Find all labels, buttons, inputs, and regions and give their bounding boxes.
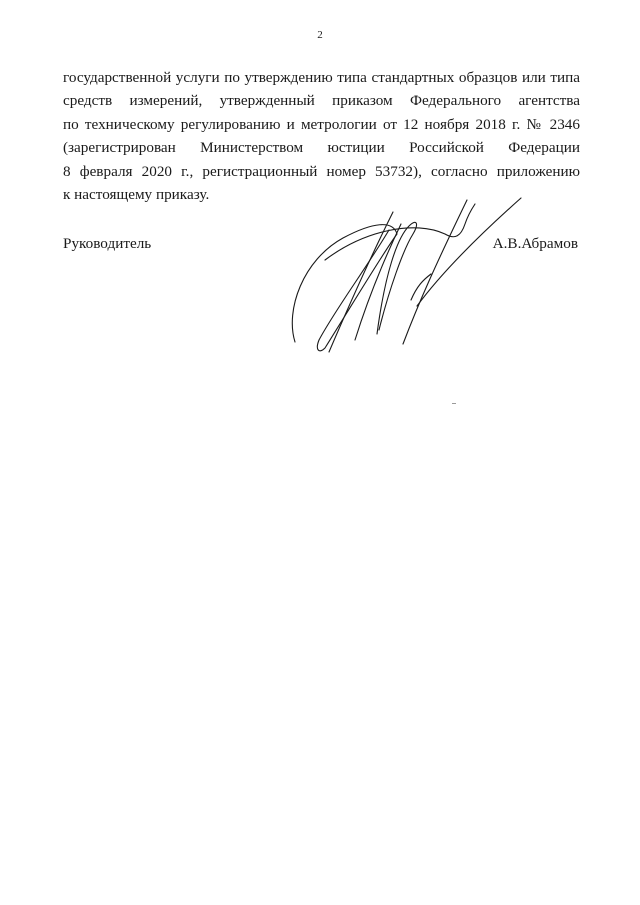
signatory-title: Руководитель [63,235,152,252]
signatory-name: А.В.Абрамов [492,235,578,252]
body-paragraph [63,66,580,206]
body-line-1: государственной услуги по утверждению типа стандартных образцов или типа [63,69,580,86]
scan-speck [452,403,456,404]
body-line-6: к настоящему приказу. [63,186,210,204]
body-line-4: (зарегистрирован Министерством юстиции Российской Федерации [63,139,580,157]
page-number: 2 [317,29,323,41]
body-line-5: 8 февраля 2020 г., регистрационный номер 53732), согласно приложению [63,162,580,180]
body-line-3: по техническому регулированию и метрологии от 12 ноября 2018 г. № 2346 [63,115,580,133]
handwritten-signature [285,190,525,360]
body-line-2: средств измерений, утвержденный приказом Федерального агентства [63,92,580,110]
